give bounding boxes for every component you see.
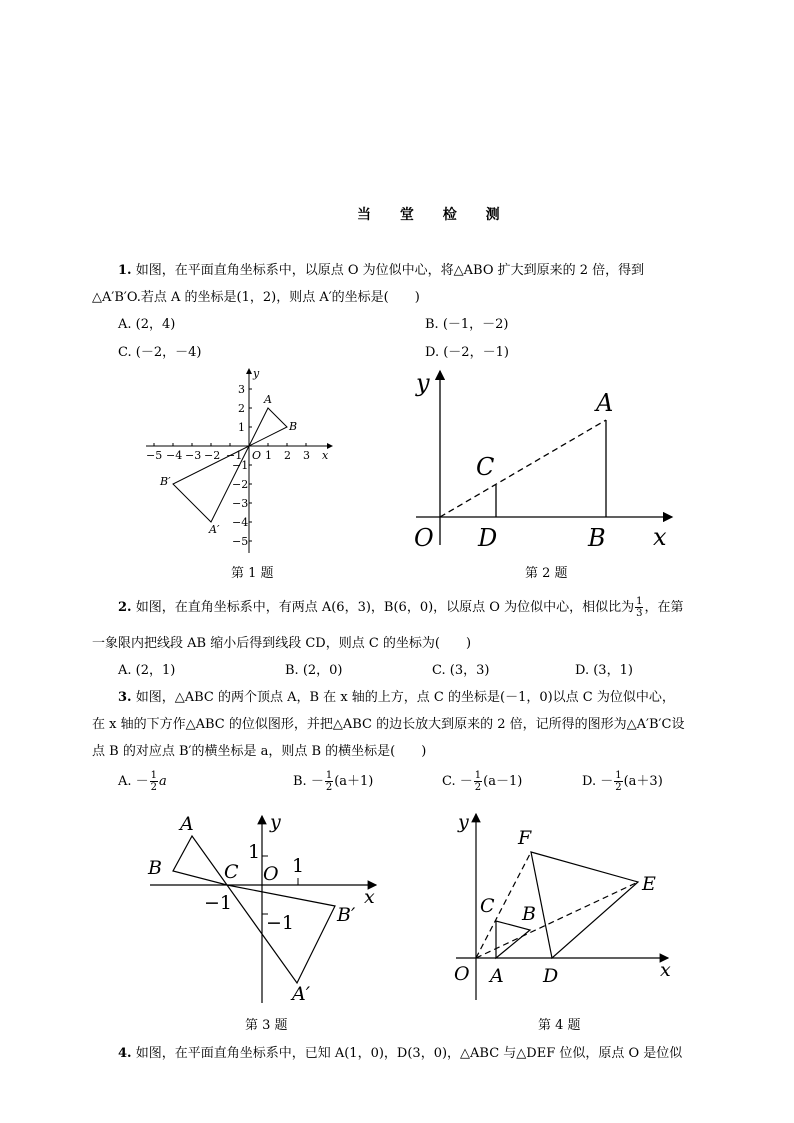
question-4-text-1: 如图，在平面直角坐标系中，已知 A(1，0)，D(3，0)，△ABC 与△DEF 位似，原点 O 是位似	[135, 1046, 683, 1061]
fig1-ytick: −4	[232, 516, 249, 529]
fig1-ytick: −1	[232, 459, 249, 472]
fig4-triangle-abc	[496, 921, 530, 958]
question-2-number: 2.	[118, 600, 132, 615]
fig3-point-b: B	[148, 857, 162, 879]
fraction-denominator: 2	[474, 782, 482, 793]
option-suffix: (a＋1)	[334, 774, 374, 789]
fig2-y-label: y	[416, 369, 430, 397]
figure-1-caption: 第 1 题	[231, 566, 274, 581]
fig1-xtick: −4	[166, 449, 183, 462]
fig1-ytick: 3	[238, 383, 245, 396]
fig1-point-a: A	[264, 393, 272, 406]
q1-option-d[interactable]: D. (－2，－1)	[425, 345, 509, 360]
q1-option-a[interactable]: A. (2，4)	[118, 317, 176, 332]
fraction-numerator: 1	[636, 596, 643, 607]
question-1-line-2: △A′B′O.若点 A 的坐标是(1，2)，则点 A′的坐标是( )	[92, 290, 420, 305]
question-4-line-1	[118, 1042, 682, 1061]
fig4-point-d: D	[543, 965, 559, 987]
fig3-label-one-y: 1	[248, 841, 261, 863]
fig1-xtick: 1	[265, 449, 272, 462]
fig1-x-label: x	[322, 449, 329, 462]
fraction-numerator: 1	[474, 770, 482, 781]
option-suffix: a	[159, 774, 167, 789]
question-4-number: 4.	[118, 1046, 132, 1061]
fig3-label-neg-one-y: −1	[266, 912, 295, 934]
fig3-y-label: y	[270, 811, 281, 833]
fig4-dashed-line-oe	[476, 882, 638, 958]
figure-3-caption: 第 3 题	[245, 1018, 288, 1033]
option-fraction	[325, 770, 333, 793]
fig1-point-b: B	[289, 420, 298, 433]
question-1-line-1	[118, 259, 644, 278]
fig1-xtick: 2	[284, 449, 291, 462]
fig1-ytick: −3	[232, 497, 249, 510]
figure-2	[410, 365, 685, 555]
question-3-number: 3.	[118, 690, 132, 705]
q2-option-d[interactable]: D. (3，1)	[575, 663, 633, 678]
question-2-fraction	[635, 596, 643, 619]
option-prefix: C. －	[442, 774, 473, 789]
fig1-ytick: 1	[238, 421, 245, 434]
question-3-line-2: 在 x 轴的下方作△ABC 的位似图形，并把△ABC 的边长放大到原来的 2 倍，记所得的图形为△A′B′C设	[92, 717, 685, 732]
figure-2-caption: 第 2 题	[525, 566, 568, 581]
fig2-dashed-line-oa	[440, 420, 606, 517]
fig1-point-a-prime: A′	[209, 523, 220, 536]
question-3-text-1: 如图，△ABC 的两个顶点 A，B 在 x 轴的上方，点 C 的坐标是(－1，0)以点 C 为位似中心，	[135, 690, 675, 705]
fraction-denominator: 2	[325, 782, 333, 793]
fig2-origin-label: O	[414, 524, 434, 552]
fraction-numerator: 1	[150, 770, 158, 781]
fig1-xtick: 3	[303, 449, 310, 462]
question-1-number: 1.	[118, 263, 132, 278]
fig1-origin-label: O	[252, 449, 262, 462]
question-2-line-1	[118, 596, 683, 619]
option-fraction	[474, 770, 482, 793]
fig4-point-c: C	[480, 895, 495, 917]
fig4-y-label: y	[458, 811, 469, 833]
fig2-point-c: C	[476, 453, 495, 481]
fig4-point-f: F	[518, 827, 532, 849]
fig4-origin-label: O	[454, 963, 470, 985]
q2-option-b[interactable]: B. (2，0)	[285, 663, 343, 678]
option-prefix: A. －	[118, 774, 149, 789]
q1-option-b[interactable]: B. (－1，－2)	[425, 317, 509, 332]
fig1-xtick: −2	[204, 449, 221, 462]
fig4-point-e: E	[642, 873, 656, 895]
fig3-x-label: x	[364, 886, 375, 908]
q1-option-c[interactable]: C. (－2，－4)	[118, 345, 202, 360]
option-fraction	[150, 770, 158, 793]
option-prefix: D. －	[582, 774, 614, 789]
fig4-point-a: A	[490, 965, 504, 987]
question-3-line-1	[118, 686, 675, 705]
q3-option-d[interactable]	[582, 770, 663, 793]
fig3-triangle-abc	[173, 836, 227, 885]
q3-option-c[interactable]	[442, 770, 522, 793]
figure-4	[448, 808, 678, 1008]
fig4-triangle-def	[531, 852, 638, 958]
option-prefix: B. －	[293, 774, 324, 789]
question-2-line-2: 一象限内把线段 AB 缩小后得到线段 CD，则点 C 的坐标为( )	[92, 636, 472, 651]
fig2-point-d: D	[478, 524, 498, 552]
figure-4-caption: 第 4 题	[538, 1018, 581, 1033]
fig1-xtick: −3	[185, 449, 202, 462]
fig1-ytick: 2	[238, 402, 245, 415]
option-suffix: (a－1)	[483, 774, 523, 789]
option-suffix: (a＋3)	[623, 774, 663, 789]
fig1-y-label: y	[253, 367, 260, 380]
fig3-triangle-a-prime-b-prime-c	[227, 885, 335, 983]
fig1-point-b-prime: B′	[160, 475, 171, 488]
fig1-triangle-abo	[249, 408, 287, 446]
fig3-origin-label: O	[263, 863, 279, 885]
fig3-point-a-prime: A′	[292, 983, 311, 1005]
fig3-label-one-x: 1	[292, 855, 305, 877]
fig3-label-neg-one-x: −1	[204, 892, 233, 914]
fig4-x-label: x	[660, 959, 671, 981]
fraction-denominator: 3	[636, 608, 643, 619]
figure-1	[140, 365, 340, 555]
section-title: 当 堂 检 测	[357, 207, 512, 223]
q2-option-c[interactable]: C. (3，3)	[432, 663, 490, 678]
fig2-x-label: x	[653, 523, 667, 551]
question-2-text-1a: 如图，在直角坐标系中，有两点 A(6，3)，B(6，0)，以原点 O 为位似中心，相似比为	[135, 600, 635, 615]
fig4-point-b: B	[522, 903, 536, 925]
fig1-xtick: −1	[226, 449, 243, 462]
fig2-point-b: B	[588, 524, 606, 552]
question-2-text-1b: ，在第	[644, 600, 684, 615]
fraction-numerator: 1	[325, 770, 333, 781]
q2-option-a[interactable]: A. (2，1)	[118, 663, 176, 678]
fig3-point-b-prime: B′	[337, 904, 356, 926]
fraction-denominator: 2	[150, 782, 158, 793]
figure-3	[140, 808, 380, 1008]
question-1-text-1: 如图，在平面直角坐标系中，以原点 O 为位似中心，将△ABO 扩大到原来的 2 倍，得到	[135, 263, 645, 278]
option-fraction	[614, 770, 622, 793]
fig2-point-a: A	[596, 389, 614, 417]
fig1-ytick: −2	[232, 478, 249, 491]
fraction-numerator: 1	[615, 770, 622, 781]
question-3-line-3: 点 B 的对应点 B′的横坐标是 a，则点 B 的横坐标是( )	[92, 744, 427, 759]
fig3-point-a: A	[180, 813, 194, 835]
fig1-ytick: −5	[232, 535, 249, 548]
fig3-point-c: C	[224, 861, 239, 883]
q3-option-b[interactable]	[293, 770, 373, 793]
q3-option-a[interactable]	[118, 770, 167, 793]
fraction-denominator: 2	[615, 782, 622, 793]
fig1-xtick: −5	[146, 449, 163, 462]
